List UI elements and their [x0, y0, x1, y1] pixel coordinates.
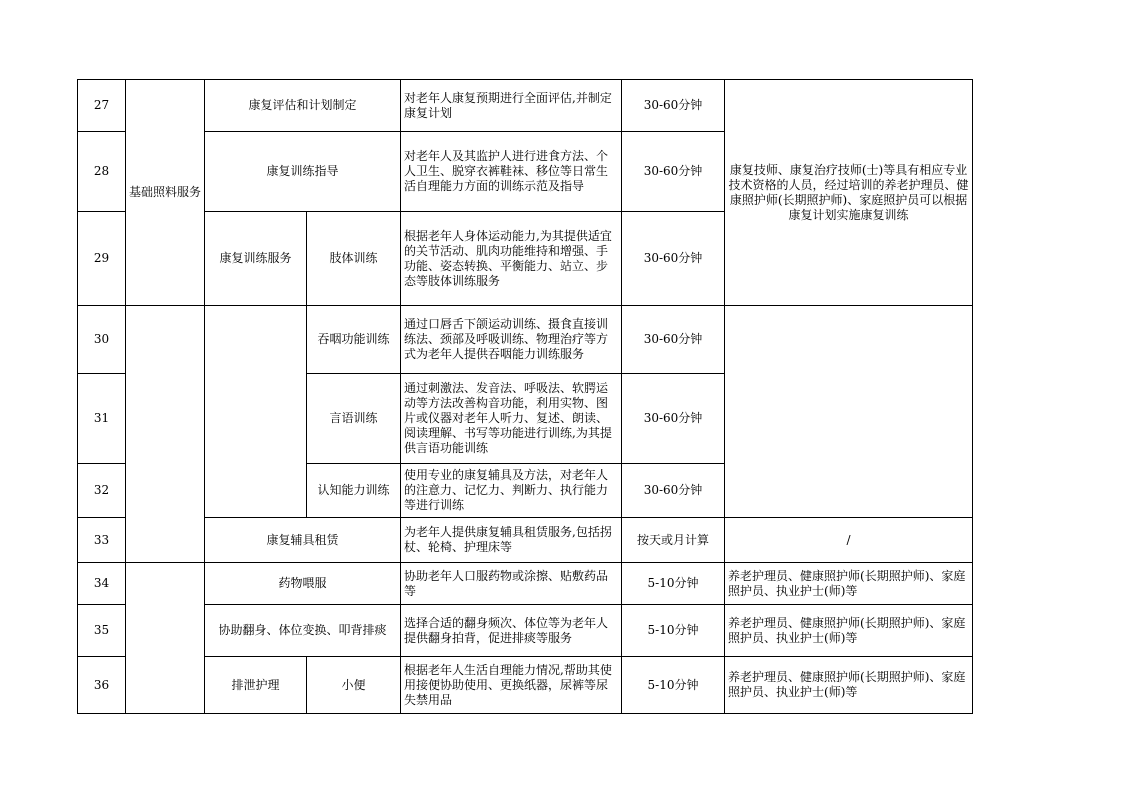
row-number: 28 — [78, 132, 126, 212]
service-duration: 30-60分钟 — [622, 306, 725, 374]
service-duration: 30-60分钟 — [622, 464, 725, 518]
service-duration: 30-60分钟 — [622, 212, 725, 306]
row-number: 35 — [78, 605, 126, 657]
category-cell-empty — [126, 563, 205, 714]
row-number: 34 — [78, 563, 126, 605]
service-item: 康复评估和计划制定 — [205, 80, 401, 132]
table-row — [78, 518, 973, 563]
staff-requirement: 养老护理员、健康照护师(长期照护师)、家庭照护员、执业护士(师)等 — [725, 563, 973, 605]
service-description: 对老年人康复预期进行全面评估,并制定康复计划 — [401, 80, 622, 132]
table-row — [78, 563, 973, 605]
service-duration: 5-10分钟 — [622, 605, 725, 657]
service-item: 药物喂服 — [205, 563, 401, 605]
service-description: 为老年人提供康复辅具租赁服务,包括拐杖、轮椅、护理床等 — [401, 518, 622, 563]
service-item-empty — [205, 306, 307, 518]
service-subitem: 言语训练 — [307, 374, 401, 464]
staff-requirement-empty — [725, 306, 973, 518]
row-number: 31 — [78, 374, 126, 464]
table-row — [78, 605, 973, 657]
row-number: 30 — [78, 306, 126, 374]
row-number: 32 — [78, 464, 126, 518]
row-number: 27 — [78, 80, 126, 132]
table-row — [78, 306, 973, 374]
service-description: 对老年人及其监护人进行进食方法、个人卫生、脱穿衣裤鞋袜、移位等日常生活自理能力方面的训练示范及指导 — [401, 132, 622, 212]
service-description: 选择合适的翻身频次、体位等为老年人提供翻身拍背，促进排痰等服务 — [401, 605, 622, 657]
service-description: 根据老年人生活自理能力情况,帮助其使用接便协助使用、更换纸器，尿裤等尿失禁用品 — [401, 657, 622, 714]
service-description: 通过刺激法、发音法、呼吸法、软腭运动等方法改善构音功能，利用实物、图片或仪器对老年人听力、复述、朗读、阅读理解、书写等功能进行训练,为其提供言语功能训练 — [401, 374, 622, 464]
row-number: 33 — [78, 518, 126, 563]
service-item: 康复辅具租赁 — [205, 518, 401, 563]
service-duration: 5-10分钟 — [622, 657, 725, 714]
category-cell: 基础照料服务 — [126, 80, 205, 306]
service-item: 康复训练服务 — [205, 212, 307, 306]
service-duration: 30-60分钟 — [622, 80, 725, 132]
service-item: 协助翻身、体位变换、叩背排痰 — [205, 605, 401, 657]
table-row — [78, 657, 973, 714]
service-description: 根据老年人身体运动能力,为其提供适宜的关节活动、肌肉功能维持和增强、手功能、姿态转换、平衡能力、站立、步态等肢体训练服务 — [401, 212, 622, 306]
service-duration: 按天或月计算 — [622, 518, 725, 563]
service-subitem: 肢体训练 — [307, 212, 401, 306]
service-duration: 30-60分钟 — [622, 132, 725, 212]
service-description: 协助老年人口服药物或涂擦、贴敷药品等 — [401, 563, 622, 605]
service-table — [77, 79, 973, 714]
service-subitem: 小便 — [307, 657, 401, 714]
staff-requirement: 康复技师、康复治疗技师(士)等具有相应专业技术资格的人员，经过培训的养老护理员、健康照护师(长期照护师)、家庭照护员可以根据康复计划实施康复训练 — [725, 80, 973, 306]
service-description: 使用专业的康复辅具及方法，对老年人的注意力、记忆力、判断力、执行能力等进行训练 — [401, 464, 622, 518]
staff-requirement: 养老护理员、健康照护师(长期照护师)、家庭照护员、执业护士(师)等 — [725, 657, 973, 714]
service-description: 通过口唇舌下颌运动训练、摄食直接训练法、颈部及呼吸训练、物理治疗等方式为老年人提供吞咽能力训练服务 — [401, 306, 622, 374]
service-duration: 5-10分钟 — [622, 563, 725, 605]
staff-requirement: / — [725, 518, 973, 563]
row-number: 29 — [78, 212, 126, 306]
staff-requirement: 养老护理员、健康照护师(长期照护师)、家庭照护员、执业护士(师)等 — [725, 605, 973, 657]
service-item: 康复训练指导 — [205, 132, 401, 212]
service-duration: 30-60分钟 — [622, 374, 725, 464]
category-cell-empty — [126, 306, 205, 563]
service-subitem: 认知能力训练 — [307, 464, 401, 518]
service-item: 排泄护理 — [205, 657, 307, 714]
service-subitem: 吞咽功能训练 — [307, 306, 401, 374]
table-row — [78, 80, 973, 132]
row-number: 36 — [78, 657, 126, 714]
